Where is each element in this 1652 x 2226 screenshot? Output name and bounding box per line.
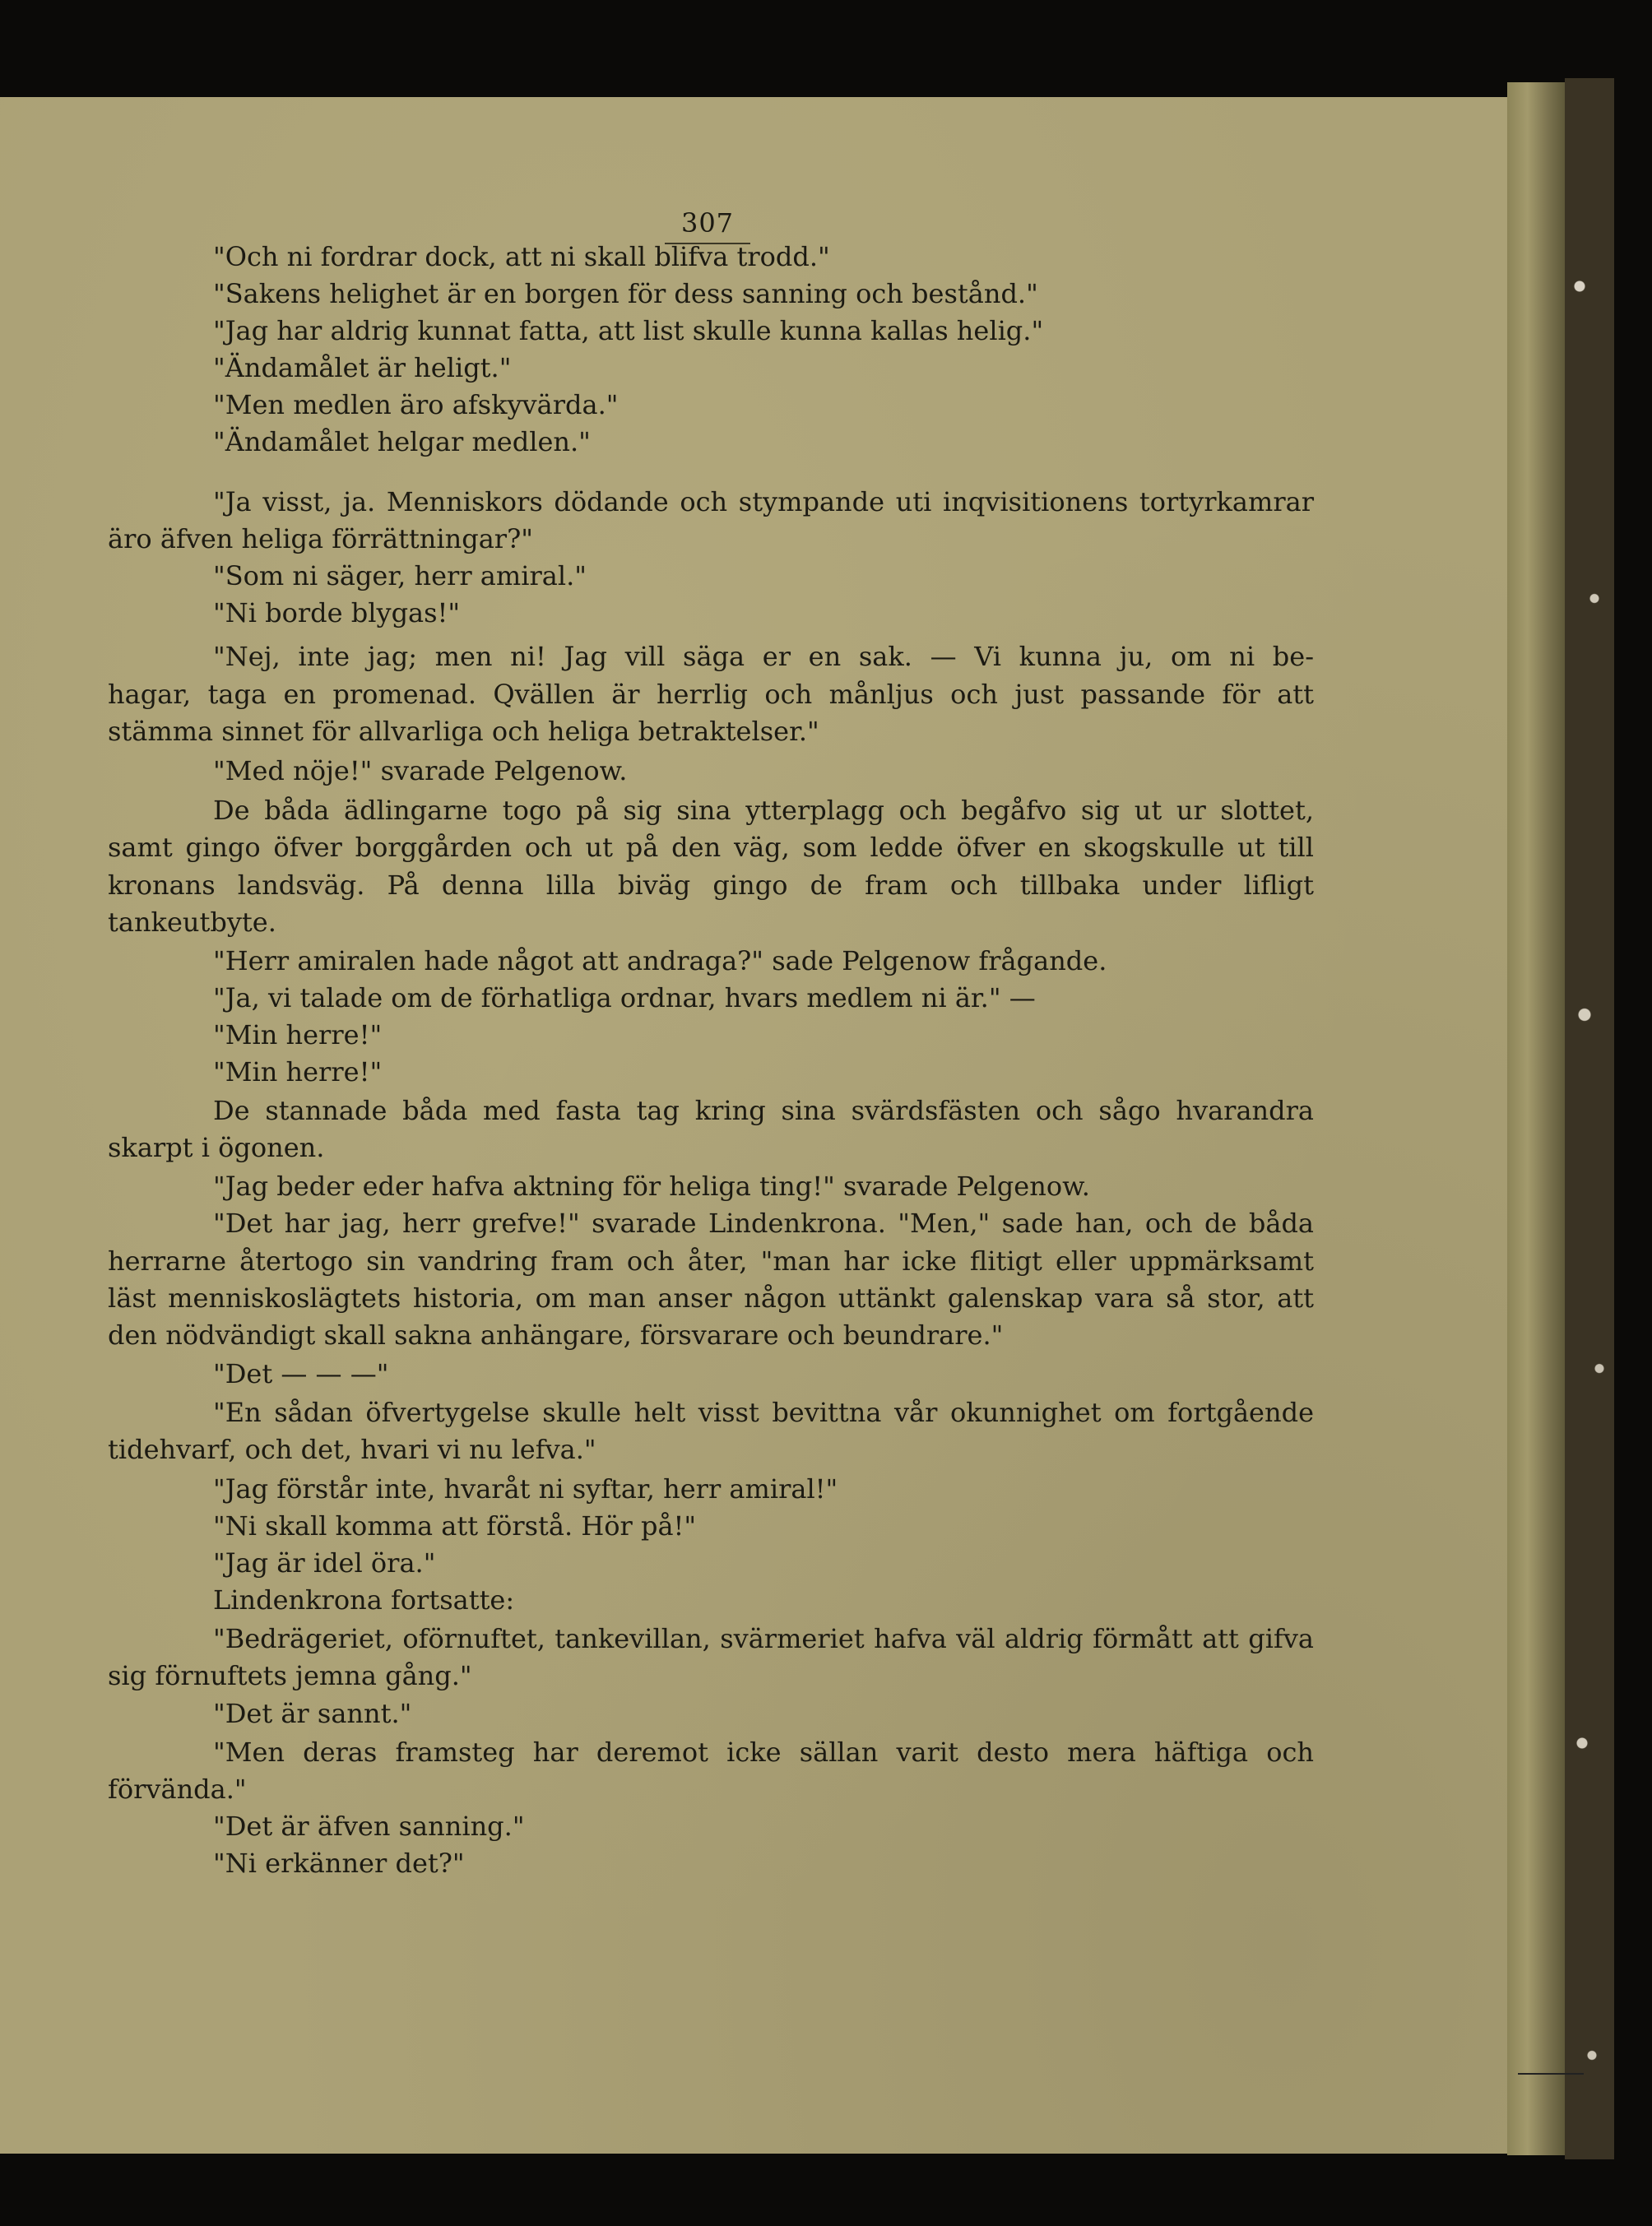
text-line: den nödvändigt skall sakna anhängare, försvarare och beundrare." [108,1319,1004,1351]
text-line: "Men deras framsteg har deremot icke sällan varit desto mera häftiga och [213,1737,1314,1768]
text-line: samt gingo öfver borggården och ut på den väg, som ledde öfver en skogskulle ut till [108,832,1314,863]
text-line: "Ni erkänner det?" [213,1848,465,1879]
text-line: "Jag har aldrig kunnat fatta, att list skulle kunna kallas helig." [213,315,1044,346]
text-line: "Med nöje!" svarade Pelgenow. [213,755,628,786]
text-line: "Ni skall komma att förstå. Hör på!" [213,1510,697,1542]
text-line: "Det är sannt." [213,1698,412,1729]
text-line: "Det är äfven sanning." [213,1811,525,1842]
text-line: "Det har jag, herr grefve!" svarade Lindenkrona. "Men," sade han, och de båda [213,1208,1314,1239]
text-line: "En sådan öfvertygelse skulle helt visst bevittna vår okunnighet om fortgående [213,1397,1314,1428]
edge-mark [1518,2073,1584,2075]
text-line: läst menniskoslägtets historia, om man anser någon uttänkt galenskap vara så stor, att [108,1282,1314,1314]
text-line: "Jag beder eder hafva aktning för heliga ting!" svarade Pelgenow. [213,1171,1090,1202]
text-line: "Ändamålet är heligt." [213,352,512,383]
text-line: kronans landsväg. På denna lilla biväg gingo de fram och tillbaka under lifligt [108,870,1314,901]
text-line: "Och ni fordrar dock, att ni skall blifva trodd." [213,241,830,272]
text-line: "Ja visst, ja. Menniskors dödande och stympande uti inqvisitionens tortyrkamrar [213,486,1314,517]
text-line: herrarne återtogo sin vandring fram och åter, "man har icke flitigt eller uppmärksamt [108,1245,1314,1277]
text-line: "Nej, inte jag; men ni! Jag vill säga er en sak. — Vi kunna ju, om ni be- [213,641,1314,672]
text-line: skarpt i ögonen. [108,1132,325,1163]
text-line: "Jag förstår inte, hvaråt ni syftar, herr amiral!" [213,1473,838,1505]
text-line: förvända." [108,1774,247,1805]
text-line: tidehvarf, och det, hvari vi nu lefva." [108,1434,596,1465]
text-line: "Ni borde blygas!" [213,597,461,628]
text-line: De stannade båda med fasta tag kring sina svärdsfästen och sågo hvarandra [213,1095,1314,1126]
text-line: "Sakens helighet är en borgen för dess sanning och bestånd." [213,278,1038,309]
text-line: äro äfven heliga förrättningar?" [108,523,533,554]
text-line: De båda ädlingarne togo på sig sina ytterplagg och begåfvo sig ut ur slottet, [213,795,1314,826]
text-line: "Det — — —" [213,1358,389,1389]
text-line: "Men medlen äro afskyvärda." [213,389,619,420]
book-cover-edge [1565,78,1614,2159]
text-line: "Bedrägeriet, oförnuftet, tankevillan, svärmeriet hafva väl aldrig förmått att gifva [213,1623,1314,1654]
page-number: 307 [680,207,735,239]
text-line: "Min herre!" [213,1019,383,1050]
text-line: sig förnuftets jemna gång." [108,1660,472,1691]
text-line: "Som ni säger, herr amiral." [213,560,587,591]
book-spine [1507,82,1565,2155]
text-line: tankeutbyte. [108,907,276,938]
text-line: Lindenkrona fortsatte: [213,1584,515,1616]
text-line: "Ändamålet helgar medlen." [213,426,591,457]
text-line: hagar, taga en promenad. Qvällen är herrlig och månljus och just passande för att [108,679,1314,710]
text-line: "Jag är idel öra." [213,1547,436,1579]
text-line: stämma sinnet för allvarliga och heliga betraktelser." [108,716,819,747]
text-line: "Herr amiralen hade något att andraga?" sade Pelgenow frågande. [213,945,1107,976]
text-line: "Min herre!" [213,1056,383,1087]
text-line: "Ja, vi talade om de förhatliga ordnar, hvars medlem ni är." — [213,982,1036,1013]
